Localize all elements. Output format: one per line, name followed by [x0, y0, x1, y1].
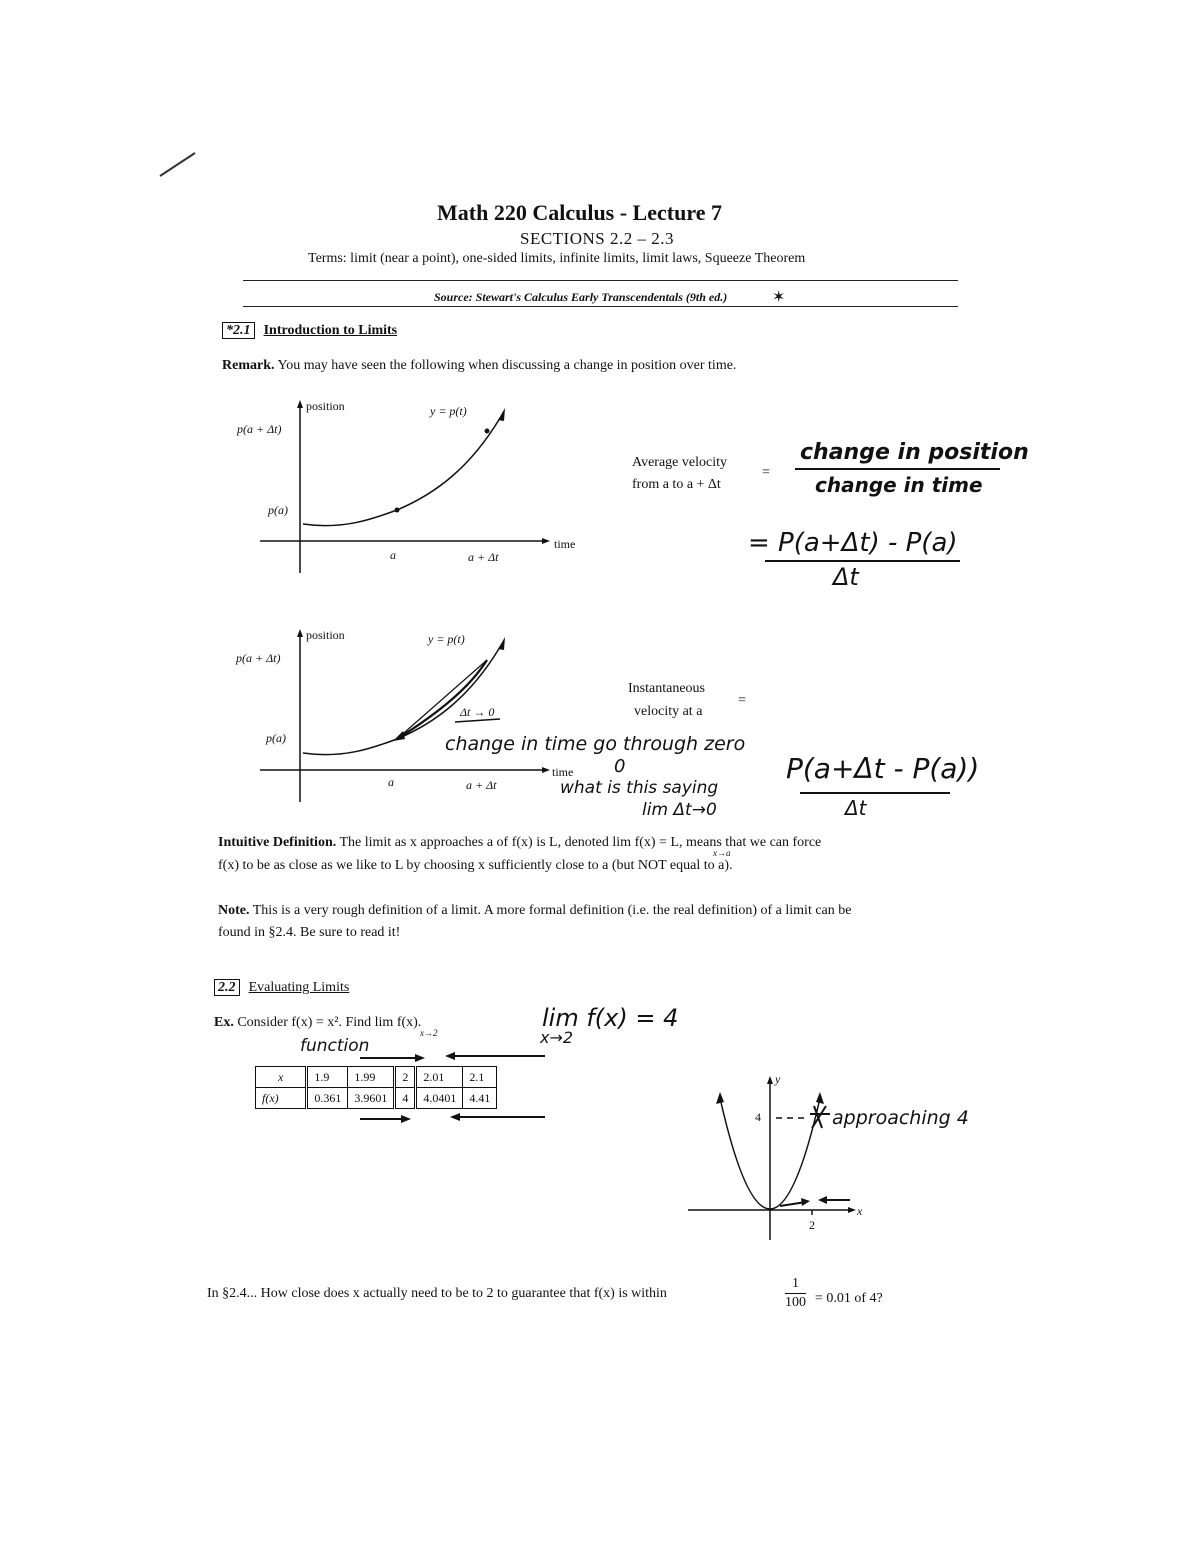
- values-table: [255, 1066, 497, 1109]
- graph1-x-label: time: [554, 537, 576, 551]
- hand-inst-expression: P(a+Δt - P(a)): [786, 752, 980, 785]
- graph1-point-a: [395, 508, 400, 513]
- graph2-x-label: time: [552, 765, 574, 779]
- header-rule-top: [243, 280, 958, 281]
- position-graph-2: [255, 627, 585, 807]
- remark-lead: Remark.: [222, 358, 275, 373]
- graph1-tick-b: a + Δt: [468, 550, 499, 564]
- fraction-numerator: 1: [785, 1275, 806, 1294]
- hand-avg-expression: = P(a+Δt) - P(a): [748, 528, 958, 558]
- table-cell: 2.01: [416, 1067, 463, 1088]
- graph1-tick-top: p(a + Δt): [237, 422, 282, 436]
- graph2-delta-label: Δt → 0: [460, 705, 495, 719]
- table-cell: 3.9601: [348, 1088, 395, 1109]
- avg-velocity-label-1: Average velocity: [632, 455, 727, 470]
- source-line: Source: Stewart's Calculus Early Transcendentals (9th ed.): [434, 290, 728, 304]
- header-rule-bottom: [243, 306, 958, 307]
- hand-change-in-position: change in position: [800, 440, 1029, 465]
- page-title: Math 220 Calculus - Lecture 7: [437, 200, 722, 225]
- hand-change-in-time: change in time: [815, 473, 983, 497]
- hand-fraction-bar-3: [800, 792, 950, 794]
- table-header-fx: f(x): [256, 1088, 307, 1109]
- section-label: *2.1: [222, 322, 255, 339]
- note-lead: Note.: [218, 903, 250, 918]
- graph1-tick-a: a: [390, 548, 396, 562]
- example-limit-sub: x→2: [420, 1028, 438, 1038]
- table-cell: 1.99: [348, 1067, 395, 1088]
- parabola-y-label: y: [775, 1072, 781, 1086]
- hand-fraction-bar-2: [765, 560, 960, 562]
- inst-velocity-label-2: velocity at a: [634, 704, 703, 719]
- example-text: Consider f(x) = x². Find lim f(x).: [237, 1015, 422, 1030]
- table-cell: 2.1: [463, 1067, 497, 1088]
- table-cell: 4.41: [463, 1088, 497, 1109]
- graph1-y-label: position: [306, 399, 345, 413]
- inst-velocity-label-1: Instantaneous: [628, 681, 705, 696]
- table-header-x: x: [256, 1067, 307, 1088]
- graph1-point-b: [485, 429, 490, 434]
- avg-velocity-label-2: from a to a + Δt: [632, 477, 721, 492]
- sections-subtitle: SECTIONS 2.2 – 2.3: [520, 229, 674, 248]
- section-2-1-heading: [222, 319, 397, 342]
- parabola-graph: [680, 1070, 870, 1250]
- avg-velocity-equals: =: [762, 465, 770, 480]
- note-line-1: This is a very rough definition of a limit. A more formal definition (i.e. the real definition) of a limit can be: [252, 903, 852, 918]
- example-lead: Ex.: [214, 1015, 234, 1030]
- intuitive-lead: Intuitive Definition.: [218, 835, 337, 850]
- section-title: Introduction to Limits: [263, 323, 398, 338]
- remark-text: You may have seen the following when discussing a change in position over time.: [277, 358, 737, 373]
- graph2-tick-a: a: [388, 775, 394, 789]
- graph2-y-label: position: [306, 628, 345, 642]
- position-graph-1: [255, 398, 585, 578]
- table-cell: 1.9: [307, 1067, 348, 1088]
- terms-line: Terms: limit (near a point), one-sided limits, infinite limits, limit laws, Squeeze Theorem: [308, 251, 806, 266]
- table-arrows-top: [355, 1050, 550, 1066]
- table-cell: 0.361: [307, 1088, 348, 1109]
- parabola-tick-4: 4: [755, 1110, 761, 1124]
- table-row-fx: [256, 1088, 497, 1109]
- section-title-2: Evaluating Limits: [248, 980, 350, 995]
- hand-avg-delta: Δt: [833, 563, 859, 591]
- parabola-tick-2: 2: [809, 1218, 815, 1232]
- graph1-curve-label: y = p(t): [430, 404, 467, 418]
- remark: [222, 355, 736, 377]
- hand-fraction-bar-1: [795, 468, 1000, 470]
- note-line-2: found in §2.4. Be sure to read it!: [218, 925, 401, 940]
- final-fraction: [785, 1275, 806, 1312]
- example-line: [214, 1012, 421, 1034]
- table-cell: 4: [395, 1088, 416, 1109]
- intuitive-definition: [218, 832, 988, 854]
- graph2-curve-label: y = p(t): [428, 632, 465, 646]
- table-cell: 4.0401: [416, 1088, 463, 1109]
- graph2-tick-b: a + Δt: [466, 778, 497, 792]
- hand-limit-result-sub: x→2: [540, 1028, 574, 1047]
- hand-approaching-4: approaching 4: [832, 1107, 969, 1129]
- star-mark: ✶: [772, 287, 786, 306]
- note-paragraph: [218, 900, 998, 922]
- hand-x-mark: [810, 1106, 830, 1128]
- table-cell: 2: [395, 1067, 416, 1088]
- pen-mark: [155, 148, 200, 183]
- hand-note-what-is-this: what is this saying: [560, 778, 719, 798]
- graph2-secant: [397, 660, 487, 739]
- intuitive-line-1: The limit as x approaches a of f(x) is L, denoted lim f(x) = L, means that we can force: [339, 835, 822, 850]
- parabola-x-label: x: [857, 1204, 863, 1218]
- table-arrows-bottom: [355, 1110, 550, 1126]
- hand-note-zero: 0: [614, 756, 626, 777]
- fraction-denominator: 100: [785, 1295, 806, 1310]
- inst-velocity-equals: =: [738, 693, 746, 708]
- graph2-tick-top: p(a + Δt): [236, 651, 281, 665]
- final-question: In §2.4... How close does x actually need to be to 2 to guarantee that f(x) is within: [207, 1286, 667, 1301]
- graph1-tick-low: p(a): [268, 503, 288, 517]
- section-2-2-heading: [214, 976, 349, 999]
- hand-note-lim: lim Δt→0: [642, 800, 717, 820]
- graph1-curve: [303, 418, 500, 526]
- graph2-tick-low: p(a): [266, 731, 286, 745]
- hand-note-change-in-time: change in time go through zero: [445, 733, 746, 755]
- intuitive-limit-sub: x→a: [713, 848, 731, 858]
- intuitive-line-2: f(x) to be as close as we like to L by choosing x sufficiently close to a (but NOT equal to a).: [218, 858, 733, 873]
- final-tail: = 0.01 of 4?: [815, 1291, 883, 1306]
- hand-limit-result: lim f(x) = 4: [542, 1004, 679, 1032]
- hand-inst-delta: Δt: [845, 796, 867, 820]
- section-label-2: 2.2: [214, 979, 240, 996]
- table-row-x: [256, 1067, 497, 1088]
- hand-function-label: function: [300, 1036, 370, 1056]
